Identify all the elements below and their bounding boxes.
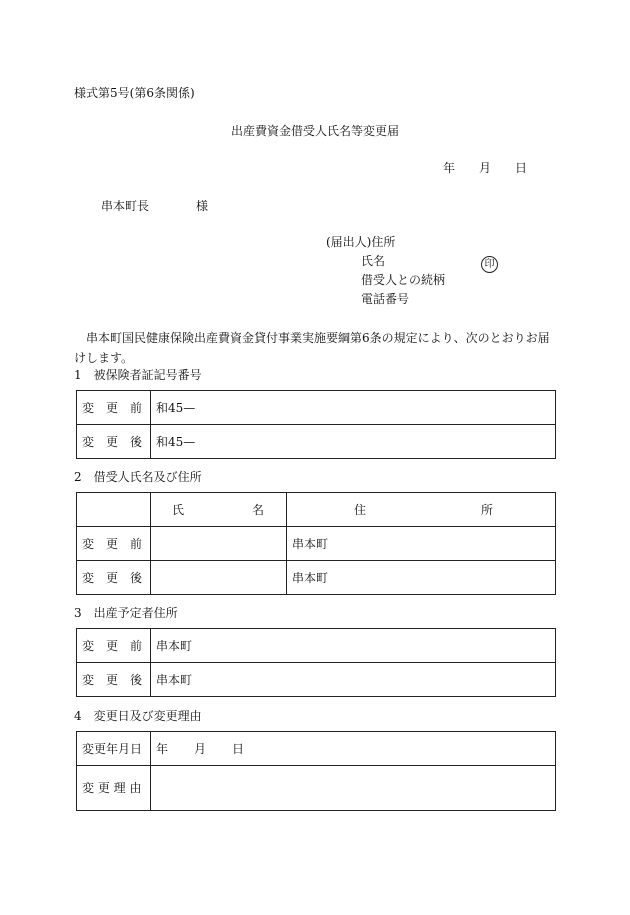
cell-name	[151, 561, 287, 595]
change-date-month: 月	[194, 741, 207, 756]
table-row	[77, 527, 556, 561]
form-number: 様式第5号(第6条関係)	[74, 86, 195, 100]
change-reason-label: 変 更 理 由	[77, 766, 151, 811]
section1-title: 1 被保険者証記号番号	[74, 368, 202, 382]
header-name: 氏 名	[151, 493, 287, 527]
applicant-address-label: (届出人)住所	[326, 235, 396, 249]
row-label: 変 更 後	[77, 663, 151, 697]
table-row	[77, 663, 556, 697]
change-date-year: 年	[156, 741, 169, 756]
table-row	[77, 561, 556, 595]
section3-title: 3 出産予定者住所	[74, 606, 178, 620]
cell-value: 串本町	[151, 629, 556, 663]
date-year: 年	[443, 161, 456, 175]
row-label: 変 更 後	[77, 425, 151, 459]
change-reason-value	[151, 766, 556, 811]
section2-title: 2 借受人氏名及び住所	[74, 470, 202, 484]
addressee-name: 串本町長	[101, 199, 150, 213]
row-label: 変 更 後	[77, 561, 151, 595]
body-text: 串本町国民健康保険出産費資金貸付事業実施要綱第6条の規定により、次のとおりお届けします。	[74, 331, 550, 365]
applicant-relation-label: 借受人との続柄	[361, 273, 446, 287]
seal-mark: 印	[481, 256, 498, 273]
cell-value: 和45—	[151, 391, 556, 425]
addressee	[101, 197, 208, 215]
change-date-value	[151, 732, 556, 766]
applicant-block	[326, 233, 498, 309]
table-row	[77, 629, 556, 663]
table-row	[77, 425, 556, 459]
section4-table	[76, 731, 556, 811]
cell-value: 串本町	[151, 663, 556, 697]
row-label: 変 更 前	[77, 629, 151, 663]
document-title: 出産費資金借受人氏名等変更届	[230, 124, 399, 138]
table-row	[77, 732, 556, 766]
section4-title: 4 変更日及び変更理由	[74, 709, 202, 723]
applicant-name-label: 氏名	[361, 254, 386, 268]
section1-table	[76, 390, 556, 459]
header-empty	[77, 493, 151, 527]
cell-address: 串本町	[287, 561, 556, 595]
date-month: 月	[479, 161, 492, 175]
cell-value: 和45—	[151, 425, 556, 459]
row-label: 変 更 前	[77, 527, 151, 561]
table-header-row	[77, 493, 556, 527]
applicant-phone-label: 電話番号	[361, 292, 410, 306]
row-label: 変 更 前	[77, 391, 151, 425]
header-address: 住 所	[287, 493, 556, 527]
change-date-day: 日	[232, 741, 245, 756]
date-day: 日	[515, 161, 528, 175]
applicant-name-row	[326, 252, 498, 271]
table-row	[77, 766, 556, 811]
section2-table	[76, 492, 556, 595]
cell-address: 串本町	[287, 527, 556, 561]
cell-name	[151, 527, 287, 561]
section3-table	[76, 628, 556, 697]
submission-date	[443, 159, 527, 177]
addressee-honorific: 様	[196, 199, 209, 213]
table-row	[77, 391, 556, 425]
change-date-label: 変更年月日	[77, 732, 151, 766]
